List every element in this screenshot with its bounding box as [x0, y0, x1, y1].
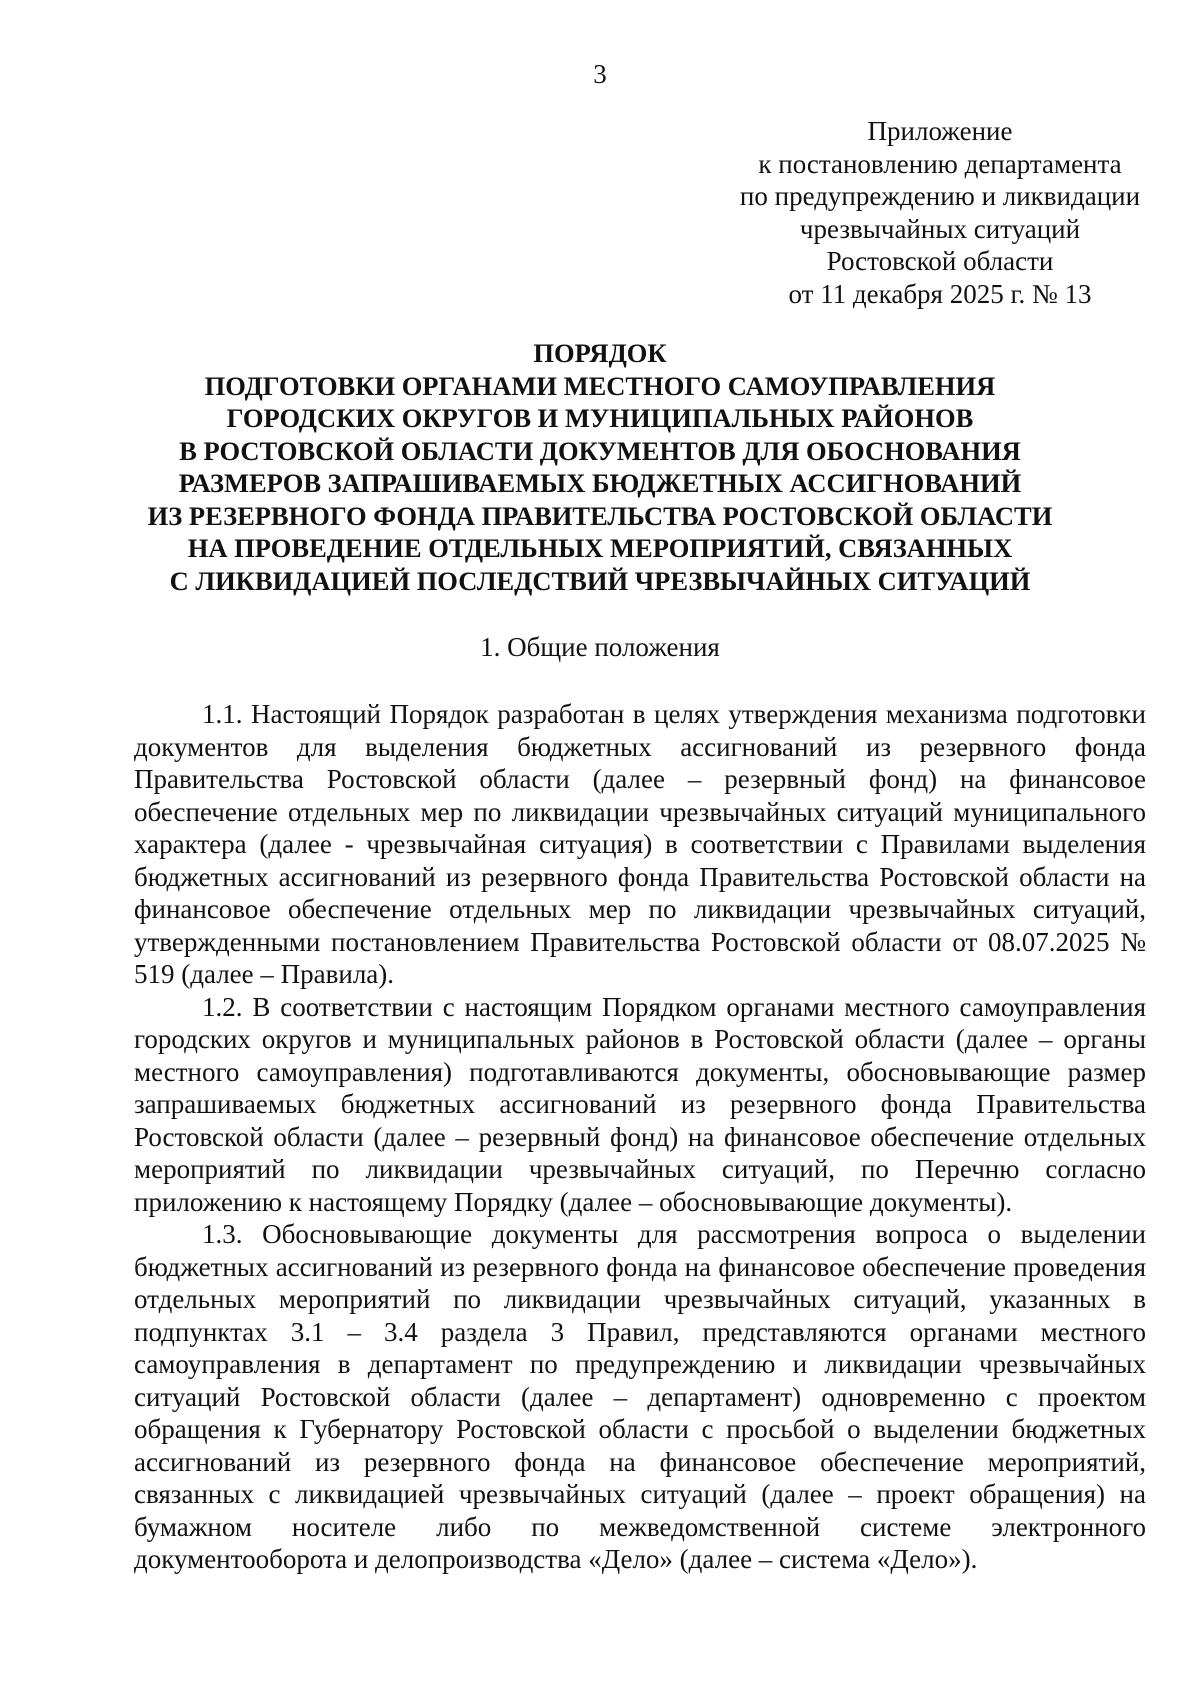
- annex-line: Приложение: [867, 116, 1013, 146]
- title-line: В РОСТОВСКОЙ ОБЛАСТИ ДОКУМЕНТОВ ДЛЯ ОБОСНОВАНИЯ: [179, 435, 1021, 466]
- section-body: [134, 698, 1146, 1576]
- document-title: [0, 337, 1200, 597]
- paragraph-1-2: 1.2. В соответствии с настоящим Порядком органами местного самоуправления городских округов и муниципальных районов в Ростовской области (далее – органы местного самоуправления) подготавливаются документы, обосновывающие размер запрашиваемых бюджетных ассигнований из резервного фонда Правительства Ростовской области (далее – резервный фонд) на финансовое обеспечение отдельных мероприятий по ликвидации чрезвычайных ситуаций, по Перечню согласно приложению к настоящему Порядку (далее – обосновывающие документы).: [134, 991, 1146, 1217]
- paragraph-1-1: 1.1. Настоящий Порядок разработан в целях утверждения механизма подготовки документов для выделения бюджетных ассигнований из резервного фонда Правительства Ростовской области (далее – резервный фонд) на финансовое обеспечение отдельных мер по ликвидации чрезвычайных ситуаций муниципального характера (далее - чрезвычайная ситуация) в соответствии с Правилами выделения бюджетных ассигнований из резервного фонда Правительства Ростовской области на финансовое обеспечение отдельных мер по ликвидации чрезвычайных ситуаций, утвержденными постановлением Правительства Ростовской области от 08.07.2025 № 519 (далее – Правила).: [134, 699, 1146, 989]
- title-line: ПОДГОТОВКИ ОРГАНАМИ МЕСТНОГО САМОУПРАВЛЕНИЯ: [204, 370, 996, 401]
- annex-line: к постановлению департамента: [758, 148, 1122, 179]
- title-line: ИЗ РЕЗЕРВНОГО ФОНДА ПРАВИТЕЛЬСТВА РОСТОВСКОЙ ОБЛАСТИ: [147, 500, 1053, 531]
- title-line: РАЗМЕРОВ ЗАПРАШИВАЕМЫХ БЮДЖЕТНЫХ АССИГНОВАНИЙ: [178, 468, 1022, 498]
- annex-block: [730, 115, 1150, 310]
- section-heading: 1. Общие положения: [480, 632, 720, 662]
- annex-line: от 11 декабря 2025 г. № 13: [788, 278, 1092, 309]
- page-number: 3: [593, 59, 607, 89]
- title-line: С ЛИКВИДАЦИЕЙ ПОСЛЕДСТВИЙ ЧРЕЗВЫЧАЙНЫХ СИТУАЦИЙ: [169, 565, 1031, 596]
- title-line: ГОРОДСКИХ ОКРУГОВ И МУНИЦИПАЛЬНЫХ РАЙОНОВ: [226, 403, 974, 433]
- annex-line: Ростовской области: [826, 246, 1054, 276]
- title-line: ПОРЯДОК: [533, 338, 667, 368]
- paragraph-1-3: 1.3. Обосновывающие документы для рассмотрения вопроса о выделении бюджетных ассигнований из резервного фонда на финансовое обеспечение проведения отдельных мероприятий по ликвидации чрезвычайных ситуаций, указанных в подпунктах 3.1 – 3.4 раздела 3 Правил, представляются органами местного самоуправления в департамент по предупреждению и ликвидации чрезвычайных ситуаций Ростовской области (далее – департамент) одновременно с проектом обращения к Губернатору Ростовской области с просьбой о выделении бюджетных ассигнований из резервного фонда на финансовое обеспечение мероприятий, связанных с ликвидацией чрезвычайных ситуаций (далее – проект обращения) на бумажном носителе либо по межведомственной системе электронного документооборота и делопроизводства «Дело» (далее – система «Дело»).: [134, 1219, 1146, 1574]
- title-line: НА ПРОВЕДЕНИЕ ОТДЕЛЬНЫХ МЕРОПРИЯТИЙ, СВЯЗАННЫХ: [187, 533, 1013, 563]
- annex-line: чрезвычайных ситуаций: [799, 213, 1081, 244]
- annex-line: по предупреждению и ликвидации: [739, 181, 1141, 211]
